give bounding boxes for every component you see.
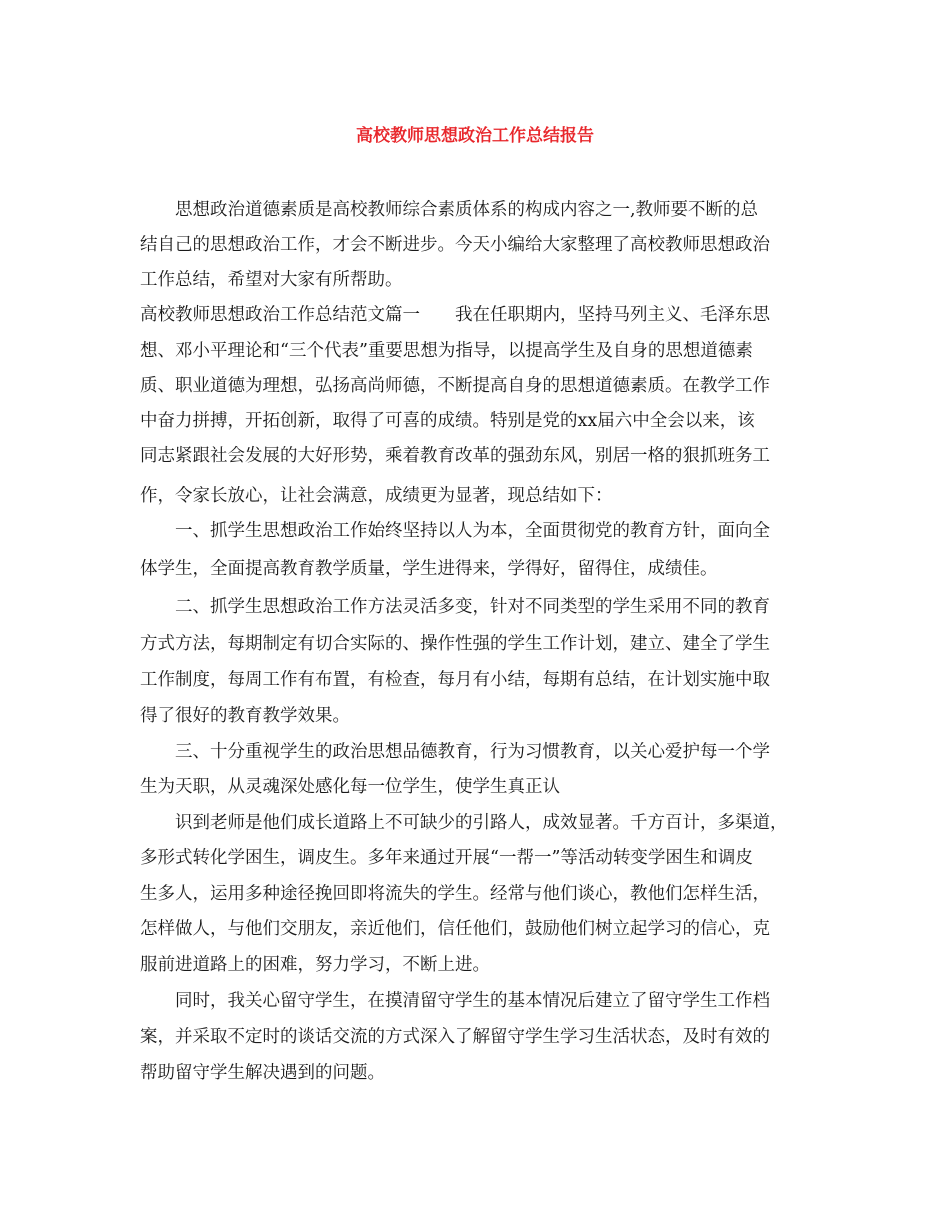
text-line: 思想政治道德素质是高校教师综合素质体系的构成内容之一,教师要不断的总 bbox=[175, 200, 759, 220]
text-line: 一、抓学生思想政治工作始终坚持以人为本，全面贯彻党的教育方针，面向全 bbox=[175, 521, 770, 541]
text-line: 结自己的思想政治工作，才会不断进步。今天小编给大家整理了高校教师思想政治 bbox=[140, 235, 770, 255]
text-line: 同志紧跟社会发展的大好形势，乘着教育改革的强劲东风，别居一格的狠抓班务工 bbox=[140, 446, 770, 466]
text-line: 中奋力拼搏，开拓创新，取得了可喜的成绩。特别是党的xx届六中全会以来，该 bbox=[140, 411, 755, 431]
text-line: 想、邓小平理论和“三个代表”重要思想为指导，以提高学生及自身的思想道德素 bbox=[140, 341, 753, 361]
text-line: 作，令家长放心，让社会满意，成绩更为显著，现总结如下： bbox=[140, 486, 613, 506]
text-line: 案，并采取不定时的谈话交流的方式深入了解留守学生学习生活状态，及时有效的 bbox=[140, 1027, 770, 1047]
document-title: 高校教师思想政治工作总结报告 bbox=[356, 126, 594, 146]
text-line: 识到老师是他们成长道路上不可缺少的引路人，成效显著。千方百计，多渠道， bbox=[175, 813, 788, 833]
text-line: 帮助留守学生解决遇到的问题。 bbox=[140, 1063, 385, 1083]
text-line: 同时，我关心留守学生，在摸清留守学生的基本情况后建立了留守学生工作档 bbox=[175, 991, 770, 1011]
text-line: 质、职业道德为理想，弘扬高尚师德，不断提高自身的思想道德素质。在教学工作 bbox=[140, 376, 770, 396]
text-line: 得了很好的教育教学效果。 bbox=[140, 706, 350, 726]
text-line: 体学生，全面提高教育教学质量，学生进得来，学得好，留得住，成绩佳。 bbox=[140, 559, 718, 579]
text-line: 工作制度，每周工作有布置，有检查，每月有小结，每期有总结，在计划实施中取 bbox=[140, 670, 770, 690]
text-line: 怎样做人，与他们交朋友，亲近他们，信任他们，鼓励他们树立起学习的信心，克 bbox=[140, 919, 770, 939]
text-line: 多形式转化学困生，调皮生。多年来通过开展“一帮一”等活动转变学困生和调皮 bbox=[140, 848, 753, 868]
text-line: 生为天职，从灵魂深处感化每一位学生，使学生真正认 bbox=[140, 777, 560, 797]
text-line: 服前进道路上的困难，努力学习，不断上进。 bbox=[140, 955, 490, 975]
text-line: 工作总结，希望对大家有所帮助。 bbox=[140, 270, 403, 290]
text-line: 方式方法，每期制定有切合实际的、操作性强的学生工作计划，建立、建全了学生 bbox=[140, 634, 770, 654]
text-line: 三、十分重视学生的政治思想品德教育，行为习惯教育，以关心爱护每一个学 bbox=[175, 742, 770, 762]
text-line: 生多人，运用多种途径挽回即将流失的学生。经常与他们谈心，教他们怎样生活， bbox=[140, 884, 770, 904]
text-line: 二、抓学生思想政治工作方法灵活多变，针对不同类型的学生采用不同的教育 bbox=[175, 597, 770, 617]
text-line: 高校教师思想政治工作总结范文篇一 我在任职期内，坚持马列主义、毛泽东思 bbox=[140, 305, 770, 325]
